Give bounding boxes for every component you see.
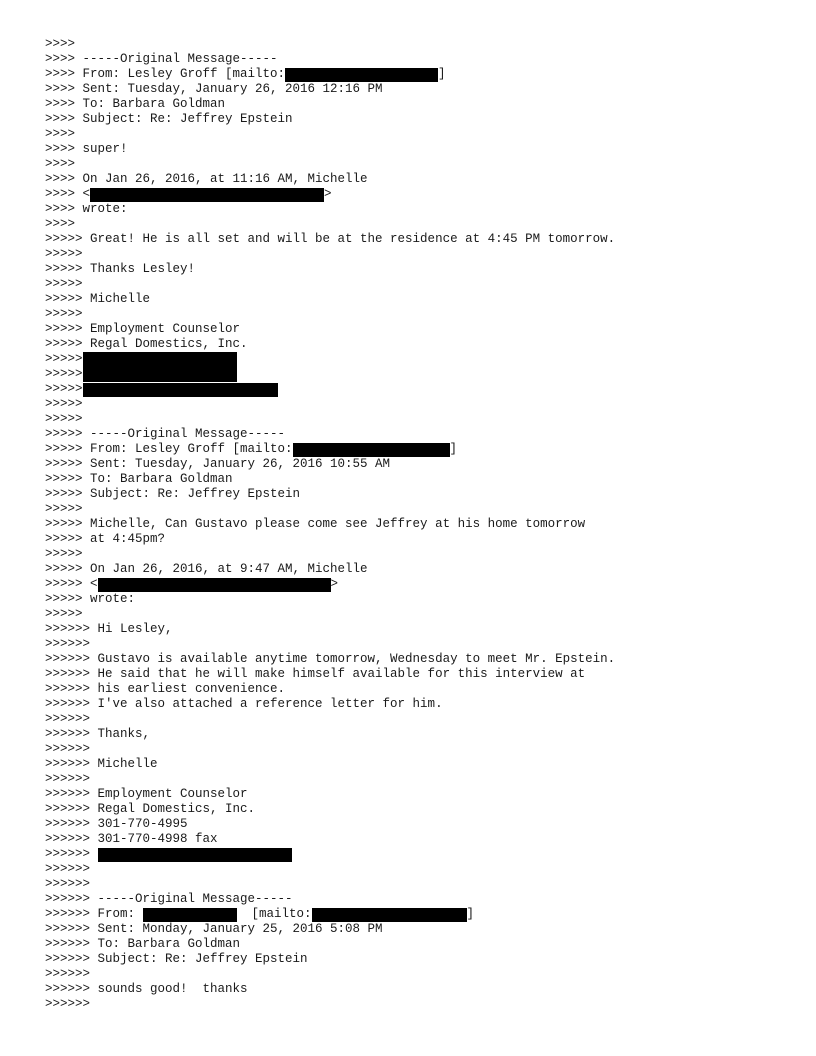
line-text: >>>>> -----Original Message----- (45, 427, 286, 441)
email-line (45, 442, 615, 457)
email-line (45, 142, 615, 157)
line-text: >>>>>> -----Original Message----- (45, 892, 293, 906)
line-text-suffix: ] (449, 442, 458, 456)
redaction-block (83, 352, 237, 367)
email-thread (45, 37, 615, 1012)
email-line (45, 412, 615, 427)
line-text-suffix: > (330, 577, 339, 591)
line-text: >>>>>> (45, 877, 91, 891)
line-text: >>>>>> Employment Counselor (45, 787, 248, 801)
line-text: >>>>> From: Lesley Groff [mailto: (45, 442, 293, 456)
email-line (45, 742, 615, 757)
email-line (45, 982, 615, 997)
email-line (45, 517, 615, 532)
email-line (45, 262, 615, 277)
email-line (45, 547, 615, 562)
line-text: >>>>>> (45, 862, 91, 876)
line-text: >>>>> (45, 352, 83, 366)
line-text: >>>>>> (45, 637, 91, 651)
email-line (45, 577, 615, 592)
line-text: >>>>>> his earliest convenience. (45, 682, 286, 696)
line-text: >>>>> Employment Counselor (45, 322, 241, 336)
line-text: >>>> (45, 157, 76, 171)
line-text: >>>>> (45, 607, 83, 621)
email-line (45, 607, 615, 622)
line-text: >>>>> < (45, 577, 98, 591)
line-text: >>>>> (45, 307, 83, 321)
redaction-block (83, 367, 237, 382)
email-line (45, 67, 615, 82)
email-line (45, 37, 615, 52)
email-line (45, 622, 615, 637)
email-line (45, 382, 615, 397)
email-line (45, 727, 615, 742)
email-line (45, 472, 615, 487)
email-line (45, 202, 615, 217)
email-line (45, 277, 615, 292)
line-text: >>>>>> sounds good! thanks (45, 982, 248, 996)
line-text: >>>>>> (45, 742, 91, 756)
email-line (45, 532, 615, 547)
email-line (45, 307, 615, 322)
email-line (45, 787, 615, 802)
email-line (45, 457, 615, 472)
line-text: >>>>> Regal Domestics, Inc. (45, 337, 248, 351)
line-text: >>>>> (45, 247, 83, 261)
line-text: >>>> (45, 217, 76, 231)
email-line (45, 592, 615, 607)
email-line (45, 652, 615, 667)
line-text: >>>>> Great! He is all set and will be at the residence at 4:45 PM tomorrow. (45, 232, 616, 246)
email-line (45, 427, 615, 442)
email-line (45, 352, 615, 367)
email-line (45, 562, 615, 577)
email-line (45, 637, 615, 652)
redaction-block (90, 188, 324, 202)
email-line (45, 952, 615, 967)
line-text: >>>>>> 301-770-4998 fax (45, 832, 218, 846)
email-line (45, 292, 615, 307)
email-line (45, 772, 615, 787)
email-line (45, 682, 615, 697)
email-line (45, 247, 615, 262)
line-text: >>>>> (45, 397, 83, 411)
line-text: >>>>>> (45, 847, 98, 861)
line-text: >>>>>> Hi Lesley, (45, 622, 173, 636)
line-text: >>>>>> (45, 712, 91, 726)
redaction-block (98, 848, 292, 862)
line-text: >>>>>> From: (45, 907, 143, 921)
email-line (45, 52, 615, 67)
email-line (45, 667, 615, 682)
email-line (45, 127, 615, 142)
email-line (45, 817, 615, 832)
line-text: >>>>> Michelle, Can Gustavo please come see Jeffrey at his home tomorrow (45, 517, 586, 531)
redaction-block (312, 908, 467, 922)
line-text: >>>> (45, 127, 76, 141)
line-text: >>>>> (45, 502, 83, 516)
email-line (45, 862, 615, 877)
line-text: >>>>> wrote: (45, 592, 136, 606)
email-line (45, 322, 615, 337)
line-text: >>>>>> Gustavo is available anytime tomorrow, Wednesday to meet Mr. Epstein. (45, 652, 616, 666)
line-text-suffix: ] (438, 67, 446, 81)
line-text: >>>> On Jan 26, 2016, at 11:16 AM, Michelle (45, 172, 368, 186)
email-line (45, 217, 615, 232)
line-text: >>>>>> He said that he will make himself available for this interview at (45, 667, 586, 681)
redaction-block (143, 908, 237, 922)
email-line (45, 922, 615, 937)
line-text: >>>>> (45, 382, 83, 396)
line-text: >>>>> Thanks Lesley! (45, 262, 196, 276)
line-text: >>>> Subject: Re: Jeffrey Epstein (45, 112, 293, 126)
email-line (45, 847, 615, 862)
line-text: >>>>> (45, 277, 83, 291)
line-text: >>>>>> Michelle (45, 757, 158, 771)
line-text: >>>> < (45, 187, 91, 201)
line-text: >>>>>> 301-770-4995 (45, 817, 188, 831)
email-line (45, 502, 615, 517)
line-text: >>>>> at 4:45pm? (45, 532, 166, 546)
redaction-block (293, 443, 450, 457)
line-text: >>>>>> (45, 772, 91, 786)
line-text-suffix: ] (466, 907, 475, 921)
line-text: >>>>> Sent: Tuesday, January 26, 2016 10:55 AM (45, 457, 391, 471)
email-line (45, 97, 615, 112)
email-line (45, 892, 615, 907)
line-text: >>>>>> Sent: Monday, January 25, 2016 5:08 PM (45, 922, 383, 936)
email-line (45, 967, 615, 982)
line-text: >>>>>> Thanks, (45, 727, 151, 741)
email-line (45, 82, 615, 97)
email-line (45, 157, 615, 172)
email-line (45, 367, 615, 382)
line-text: >>>>>> I've also attached a reference letter for him. (45, 697, 443, 711)
email-line (45, 112, 615, 127)
line-text: >>>> Sent: Tuesday, January 26, 2016 12:16 PM (45, 82, 383, 96)
email-line (45, 697, 615, 712)
redaction-block (285, 68, 438, 82)
line-text-suffix: > (324, 187, 332, 201)
email-line (45, 337, 615, 352)
line-text: >>>>>> (45, 967, 91, 981)
email-line (45, 187, 615, 202)
line-text: >>>> (45, 37, 76, 51)
email-line (45, 907, 615, 922)
email-line (45, 997, 615, 1012)
email-line (45, 397, 615, 412)
email-line (45, 172, 615, 187)
line-text: >>>>>> Regal Domestics, Inc. (45, 802, 256, 816)
line-text: >>>> super! (45, 142, 128, 156)
redaction-block (83, 383, 278, 397)
line-text: [mailto: (236, 907, 312, 921)
email-line (45, 757, 615, 772)
email-line (45, 937, 615, 952)
line-text: >>>> To: Barbara Goldman (45, 97, 226, 111)
email-line (45, 802, 615, 817)
redaction-block (98, 578, 331, 592)
line-text: >>>>> (45, 412, 83, 426)
email-line (45, 832, 615, 847)
line-text: >>>>> Subject: Re: Jeffrey Epstein (45, 487, 301, 501)
line-text: >>>>> (45, 547, 83, 561)
line-text: >>>> wrote: (45, 202, 128, 216)
line-text: >>>> -----Original Message----- (45, 52, 278, 66)
line-text: >>>>> Michelle (45, 292, 151, 306)
email-line (45, 232, 615, 247)
line-text: >>>>>> To: Barbara Goldman (45, 937, 241, 951)
email-line (45, 712, 615, 727)
line-text: >>>>>> (45, 997, 91, 1011)
line-text: >>>> From: Lesley Groff [mailto: (45, 67, 286, 81)
line-text: >>>>> (45, 367, 83, 381)
email-line (45, 487, 615, 502)
email-line (45, 877, 615, 892)
line-text: >>>>> To: Barbara Goldman (45, 472, 233, 486)
line-text: >>>>> On Jan 26, 2016, at 9:47 AM, Michelle (45, 562, 368, 576)
line-text: >>>>>> Subject: Re: Jeffrey Epstein (45, 952, 308, 966)
